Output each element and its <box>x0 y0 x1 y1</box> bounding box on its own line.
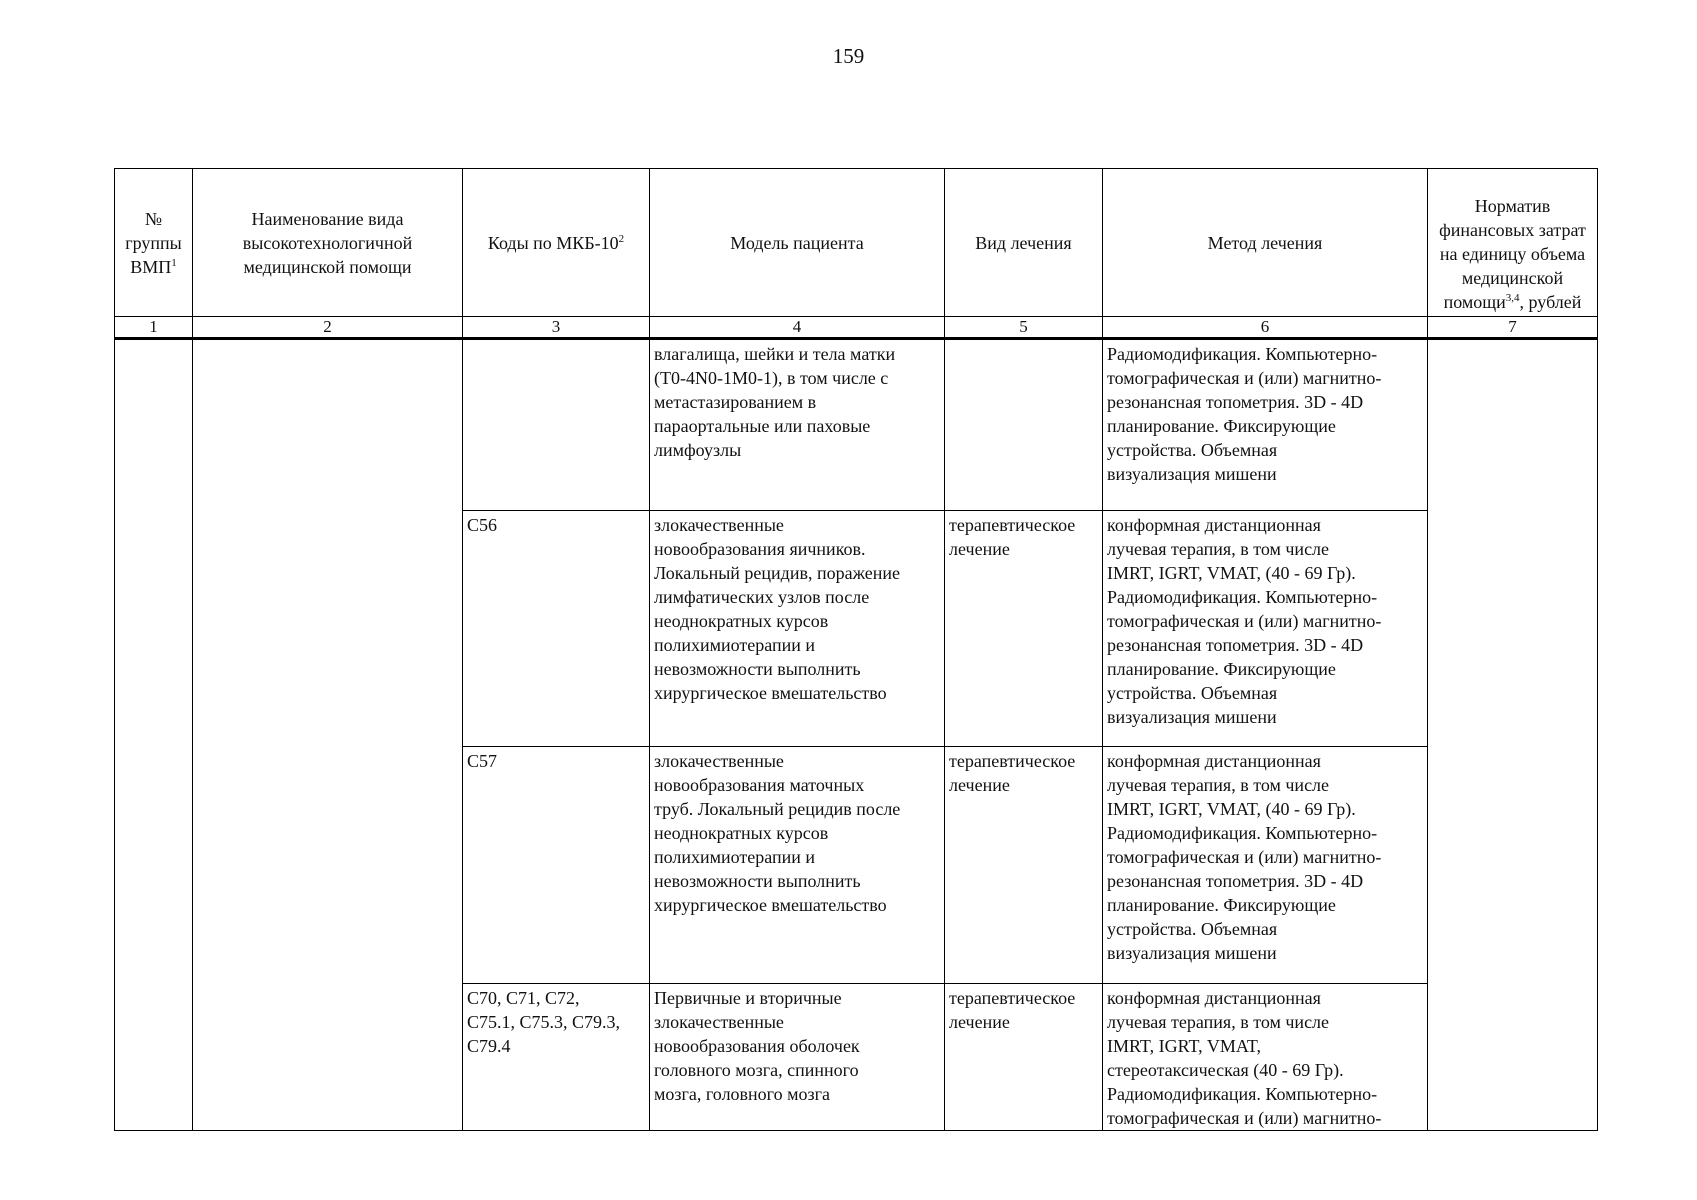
cell-text-line: конформная дистанционная <box>1107 988 1321 1008</box>
cell-text-line: резонансная топометрия. 3D - 4D <box>1107 871 1364 891</box>
cell-text-line: новообразования яичников. <box>654 539 866 559</box>
cell-text-line: лечение <box>949 775 1010 795</box>
cell-text-line: Локальный рецидив, поражение <box>654 563 901 583</box>
cell-text-line: C57 <box>467 751 498 771</box>
cell-text-line: IMRT, IGRT, VMAT, (40 - 69 Гр). <box>1107 799 1356 819</box>
icd-codes-cell <box>463 511 650 747</box>
cell-text-line: C79.4 <box>467 1036 511 1056</box>
cell-text-line: неоднократных курсов <box>654 611 829 631</box>
column-number: 1 <box>115 317 193 339</box>
cell-text-line: терапевтическое <box>949 515 1076 535</box>
icd-codes-cell <box>463 747 650 984</box>
column-number: 3 <box>463 317 650 339</box>
patient-model-cell <box>650 339 945 511</box>
cell-text-line: визуализация мишени <box>1107 707 1277 727</box>
cell-text-line: Радиомодификация. Компьютерно- <box>1107 344 1378 364</box>
column-number: 5 <box>945 317 1103 339</box>
column-number: 2 <box>193 317 463 339</box>
cell-text-line: IMRT, IGRT, VMAT, (40 - 69 Гр). <box>1107 563 1356 583</box>
cell-text-line: томографическая и (или) магнитно- <box>1107 368 1382 388</box>
treatment-method-cell <box>1103 747 1428 984</box>
cell-text-line: стереотаксическая (40 - 69 Гр). <box>1107 1060 1344 1080</box>
cell-text-line: визуализация мишени <box>1107 943 1277 963</box>
cell-text-line: лучевая терапия, в том числе <box>1107 1012 1330 1032</box>
header-group-number: № группы ВМП$^1$ <box>115 169 193 317</box>
cell-text-line: труб. Локальный рецидив после <box>654 799 901 819</box>
cell-text-line: планирование. Фиксирующие <box>1107 416 1336 436</box>
cell-text-line: лимфоузлы <box>654 440 742 460</box>
header-icd-codes: Коды по МКБ-$10^2$ <box>463 169 650 317</box>
header-patient-model: Модель пациента <box>650 169 945 317</box>
vmp-table <box>114 168 1598 1131</box>
cell-text-line: новообразования оболочек <box>654 1036 860 1056</box>
cell-text-line: устройства. Объемная <box>1107 440 1278 460</box>
patient-model-cell <box>650 984 945 1131</box>
column-number: 4 <box>650 317 945 339</box>
cell-text-line: планирование. Фиксирующие <box>1107 659 1336 679</box>
patient-model-cell <box>650 511 945 747</box>
icd-codes-cell <box>463 984 650 1131</box>
cell-text-line: злокачественные <box>654 515 784 535</box>
treatment-type-cell <box>945 339 1103 511</box>
column-number-row <box>115 317 1598 339</box>
cell-text-line: неоднократных курсов <box>654 823 829 843</box>
cell-text-line: полихимиотерапии и <box>654 847 816 867</box>
cell-text-line: (T0-4N0-1M0-1), в том числе с <box>654 368 889 388</box>
cell-text-line: терапевтическое <box>949 988 1076 1008</box>
header-cost-standard: Норматив финансовых затрат на единицу объема медицинской помощи$^{3,4}$, рублей <box>1428 169 1598 317</box>
cell-text-line: хирургическое вмешательство <box>654 683 887 703</box>
cell-text-line: C56 <box>467 515 498 535</box>
cell-text-line: злокачественные <box>654 751 784 771</box>
cell-text-line: хирургическое вмешательство <box>654 895 887 915</box>
cell-text-line: конформная дистанционная <box>1107 515 1321 535</box>
treatment-type-cell <box>945 747 1103 984</box>
cell-text-line: терапевтическое <box>949 751 1076 771</box>
header-vmp-name: Наименование вида высокотехнологичной медицинской помощи <box>193 169 463 317</box>
cell-text-line: томографическая и (или) магнитно- <box>1107 611 1382 631</box>
treatment-type-cell <box>945 984 1103 1131</box>
table-row <box>115 339 1598 511</box>
group-number-cell <box>115 339 193 1131</box>
header-treatment-type: Вид лечения <box>945 169 1103 317</box>
cell-text-line: C70, C71, C72, <box>467 988 580 1008</box>
treatment-method-cell <box>1103 984 1428 1131</box>
cell-text-line: новообразования маточных <box>654 775 865 795</box>
icd-codes-cell <box>463 339 650 511</box>
cell-text-line: влагалища, шейки и тела матки <box>654 344 896 364</box>
cell-text-line: злокачественные <box>654 1012 784 1032</box>
cell-text-line: IMRT, IGRT, VMAT, <box>1107 1036 1262 1056</box>
cell-text-line: томографическая и (или) магнитно- <box>1107 1108 1382 1128</box>
header-treatment-method: Метод лечения <box>1103 169 1428 317</box>
cell-text-line: полихимиотерапии и <box>654 635 816 655</box>
cell-text-line: головного мозга, спинного <box>654 1060 859 1080</box>
cell-text-line: Радиомодификация. Компьютерно- <box>1107 1084 1378 1104</box>
cell-text-line: Первичные и вторичные <box>654 988 842 1008</box>
cell-text-line: Радиомодификация. Компьютерно- <box>1107 823 1378 843</box>
page-number: 159 <box>832 44 865 68</box>
cell-text-line: лимфатических узлов после <box>654 587 870 607</box>
column-number: 6 <box>1103 317 1428 339</box>
cell-text-line: C75.1, C75.3, C79.3, <box>467 1012 621 1032</box>
cell-text-line: лечение <box>949 539 1010 559</box>
treatment-type-cell <box>945 511 1103 747</box>
vmp-name-cell <box>193 339 463 1131</box>
cell-text-line: резонансная топометрия. 3D - 4D <box>1107 392 1364 412</box>
cell-text-line: устройства. Объемная <box>1107 919 1278 939</box>
cell-text-line: невозможности выполнить <box>654 871 861 891</box>
cell-text-line: лучевая терапия, в том числе <box>1107 775 1330 795</box>
cell-text-line: метастазированием в <box>654 392 817 412</box>
patient-model-cell <box>650 747 945 984</box>
cell-text-line: лучевая терапия, в том числе <box>1107 539 1330 559</box>
cell-text-line: резонансная топометрия. 3D - 4D <box>1107 635 1364 655</box>
cost-standard-cell <box>1428 339 1598 1131</box>
table-header-row <box>115 169 1598 317</box>
cell-text-line: конформная дистанционная <box>1107 751 1321 771</box>
cell-text-line: невозможности выполнить <box>654 659 861 679</box>
treatment-method-cell <box>1103 511 1428 747</box>
cell-text-line: устройства. Объемная <box>1107 683 1278 703</box>
cell-text-line: Радиомодификация. Компьютерно- <box>1107 587 1378 607</box>
cell-text-line: мозга, головного мозга <box>654 1084 830 1104</box>
cell-text-line: лечение <box>949 1012 1010 1032</box>
cell-text-line: визуализация мишени <box>1107 464 1277 484</box>
treatment-method-cell <box>1103 339 1428 511</box>
cell-text-line: параортальные или паховые <box>654 416 871 436</box>
column-number: 7 <box>1428 317 1598 339</box>
cell-text-line: планирование. Фиксирующие <box>1107 895 1336 915</box>
cell-text-line: томографическая и (или) магнитно- <box>1107 847 1382 867</box>
